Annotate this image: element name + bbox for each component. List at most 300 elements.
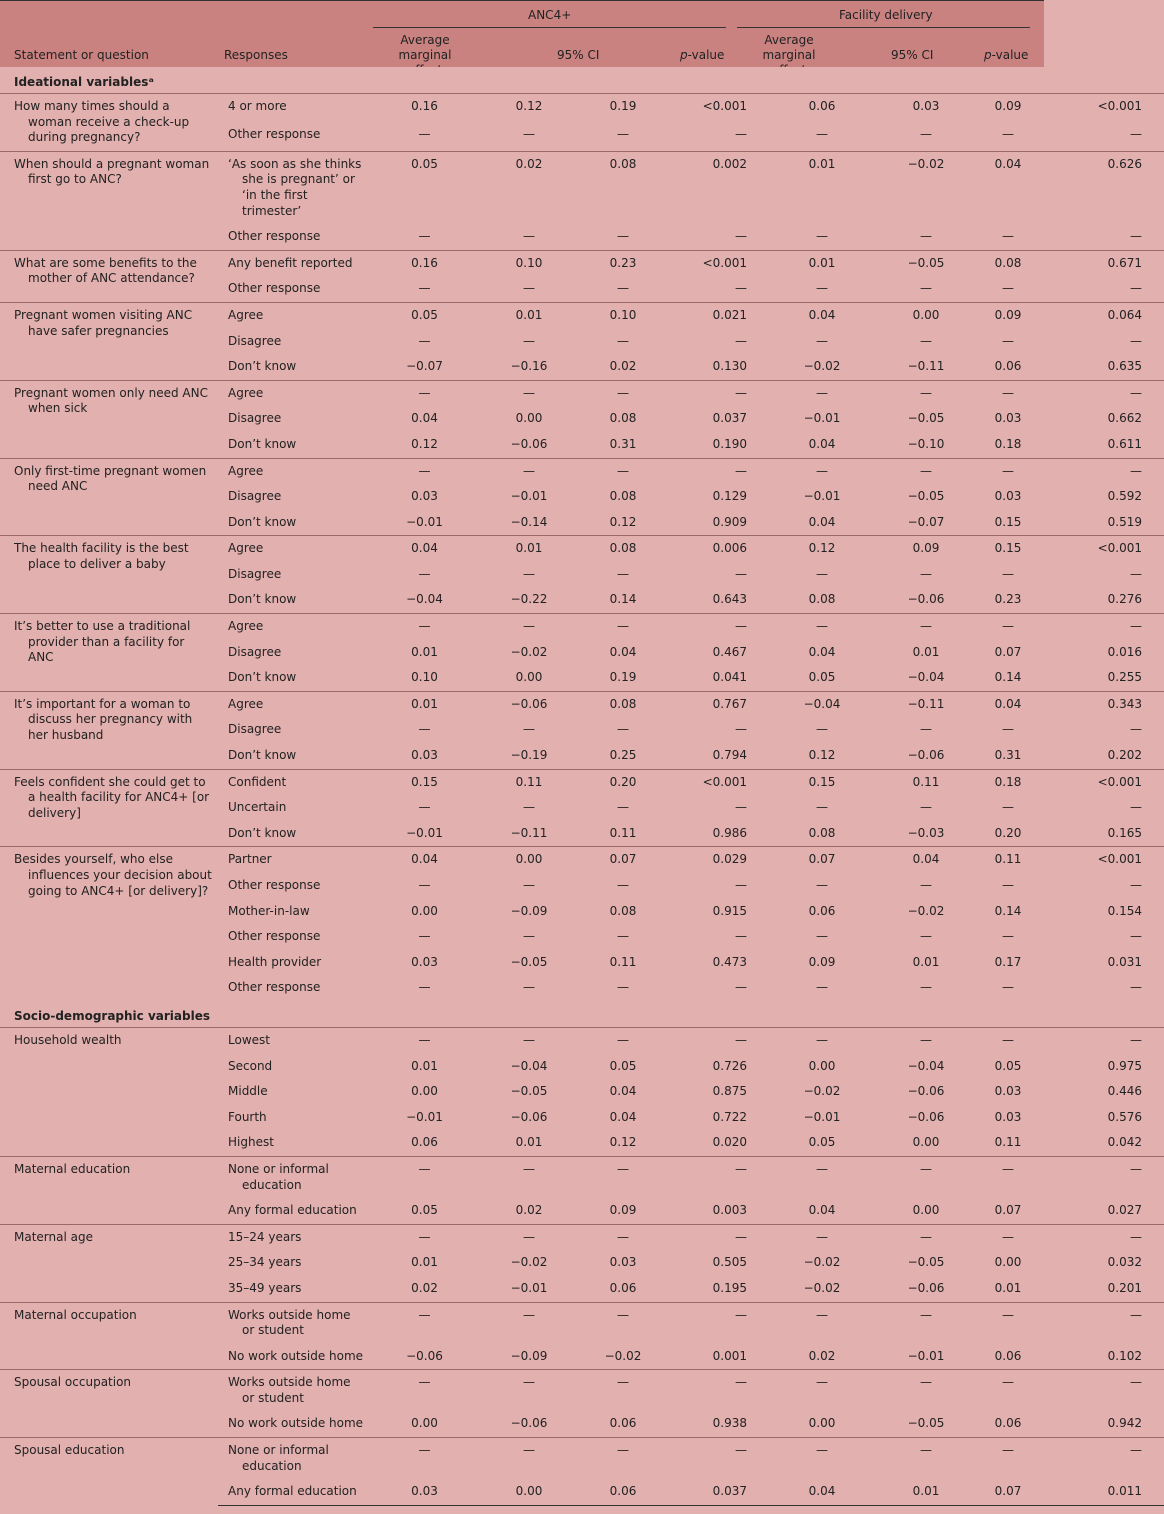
fac-p-value-cell: 0.343 — [1039, 691, 1164, 717]
response-cell — [218, 1438, 368, 1480]
anc-ci-lower-cell: −0.16 — [510, 359, 548, 374]
fac-ci-lower-cell: −0.06 — [907, 592, 945, 607]
fac-ame-cell: — — [816, 980, 828, 995]
fac-p-value-cell: — — [1130, 333, 1142, 348]
table-row — [0, 1438, 1164, 1480]
fac-ci-upper-cell: 0.07 — [994, 1203, 1022, 1218]
response-text: Second — [228, 1058, 273, 1073]
response-cell — [218, 1224, 368, 1250]
table-row — [0, 536, 1164, 562]
anc-ci-lower-cell: −0.19 — [510, 748, 548, 763]
fac-ci-upper-cell: 0.11 — [977, 847, 1039, 873]
anc-ci-upper-cell: — — [577, 1438, 669, 1480]
fac-ame-cell: 0.01 — [769, 151, 875, 224]
table-row — [0, 847, 1164, 873]
anc-ci-upper-cell: 0.04 — [609, 644, 637, 659]
anc-p-value-cell: — — [669, 380, 769, 406]
response-text: Health provider — [228, 954, 322, 969]
anc-ame-cell: — — [368, 1302, 481, 1344]
fac-ci-lower-cell: — — [920, 929, 932, 944]
table-row — [0, 1224, 1164, 1250]
anc-p-value-cell: — — [735, 566, 747, 581]
anc-p-value-cell: — — [735, 333, 747, 348]
response-text: No work outside home — [228, 1416, 364, 1431]
fac-ame-cell: — — [769, 1302, 875, 1344]
fac-ame-cell: 0.09 — [808, 954, 836, 969]
fac-p-value-cell: 0.671 — [1039, 250, 1164, 276]
anc-ci-upper-cell: 0.03 — [609, 1255, 637, 1270]
fac-ci-upper-cell: 0.00 — [994, 1255, 1022, 1270]
fac-ame-cell: 0.00 — [808, 1416, 836, 1431]
anc-ci-lower-cell: — — [523, 333, 535, 348]
anc-ci-lower-cell: — — [481, 1027, 577, 1053]
anc-ame-cell: — — [418, 281, 431, 296]
table-row — [0, 769, 1164, 795]
fac-ci-upper-cell: — — [1002, 878, 1014, 892]
fac-ame-cell: — — [816, 566, 828, 581]
response-text: Agree — [228, 307, 264, 322]
fac-ci-lower-cell: — — [920, 281, 932, 296]
fac-ci-lower-cell: −0.05 — [907, 411, 945, 426]
fac-p-value-cell: 0.942 — [1107, 1416, 1142, 1431]
anc-ci-upper-cell: 0.10 — [577, 302, 669, 328]
anc-ci-lower-cell: −0.06 — [510, 1109, 548, 1124]
response-text: Other response — [228, 127, 321, 142]
statement-cell — [0, 1224, 218, 1302]
anc-ame-cell: 0.16 — [368, 250, 481, 276]
anc-p-value-cell: — — [735, 229, 747, 244]
response-text: Works outside home or student — [228, 1375, 351, 1405]
response-text: Agree — [228, 696, 264, 711]
response-text: Works outside home or student — [228, 1307, 351, 1338]
anc-p-value-cell: 0.001 — [712, 1348, 747, 1363]
statement-cell — [0, 1027, 218, 1156]
response-text: Any formal education — [228, 1203, 357, 1218]
fac-p-value-cell: — — [1130, 229, 1142, 244]
anc-ci-lower-cell: −0.09 — [510, 1348, 548, 1363]
statement-cell — [0, 614, 218, 692]
fac-p-value-cell: 0.031 — [1107, 954, 1142, 969]
statement-cell — [0, 847, 218, 1001]
anc-ci-upper-cell: 0.31 — [609, 436, 637, 451]
anc-p-value-cell: 0.037 — [669, 1479, 769, 1505]
anc-p-value-cell: — — [735, 929, 747, 944]
anc-p-value-cell: 0.129 — [712, 489, 747, 504]
fac-ci-lower-cell: — — [920, 566, 932, 581]
fac-ci-upper-cell: 0.03 — [994, 489, 1022, 504]
response-text: No work outside home — [228, 1348, 364, 1363]
statement-text: Only first-time pregnant women need ANC — [14, 463, 207, 494]
anc-p-value-cell: <0.001 — [669, 769, 769, 795]
anc-ci-lower-cell: — — [523, 722, 535, 737]
anc-ame-cell: — — [418, 980, 431, 995]
fac-ci-lower-cell: −0.02 — [875, 151, 977, 224]
response-text: Don’t know — [228, 436, 297, 451]
statement-text: What are some benefits to the mother of ANC attendance? — [14, 255, 197, 286]
table-body — [0, 67, 1164, 1506]
fac-ame-cell: −0.02 — [803, 359, 841, 374]
fac-ci-upper-cell: 0.18 — [994, 436, 1022, 451]
fac-ci-upper-cell: — — [1002, 980, 1014, 995]
statement-text: It’s better to use a traditional provider than a facility for ANC — [14, 619, 191, 665]
response-text: None or informal education — [228, 1443, 329, 1473]
anc-ci-upper-cell: — — [617, 929, 629, 944]
fac-ci-upper-cell: 0.15 — [994, 514, 1022, 529]
fac-ci-lower-cell: −0.06 — [907, 748, 945, 763]
anc-ci-lower-cell: — — [523, 800, 535, 815]
fac-p-value-cell: 0.032 — [1107, 1255, 1142, 1270]
statement-cell — [0, 458, 218, 536]
anc-group-header: ANC4+ — [528, 8, 572, 22]
fac-ame-cell: — — [769, 380, 875, 406]
statement-cell — [0, 151, 218, 250]
anc-p-value-cell: 0.986 — [712, 825, 747, 840]
anc-p-value-cell: 0.037 — [712, 411, 747, 426]
anc-ame-cell: 0.03 — [411, 748, 438, 763]
fac-ame-cell: — — [816, 722, 828, 737]
anc-ci-lower-cell: −0.06 — [510, 1416, 548, 1431]
fac-ci-lower-cell: −0.10 — [907, 436, 945, 451]
anc-group-rule — [373, 27, 726, 28]
anc-ame-cell: 0.00 — [411, 1416, 438, 1431]
anc-p-value-cell: 0.021 — [669, 302, 769, 328]
anc-ame-cell: 0.15 — [368, 769, 481, 795]
fac-ame-cell: −0.02 — [803, 1255, 841, 1270]
table-row — [0, 302, 1164, 328]
fac-p-value-cell: — — [1039, 1370, 1164, 1412]
fac-ci-upper-cell: 0.01 — [994, 1280, 1022, 1295]
anc-ci-lower-cell: −0.06 — [481, 691, 577, 717]
fac-ame-cell: 0.07 — [769, 847, 875, 873]
fac-ame-cell: −0.02 — [803, 1084, 841, 1099]
fac-ame-cell: 0.04 — [769, 1479, 875, 1505]
fac-ci-upper-cell: — — [1002, 566, 1014, 581]
fac-ame-cell: — — [816, 929, 828, 944]
anc-p-value-cell: — — [735, 127, 747, 142]
fac-ci-lower-cell: −0.11 — [875, 691, 977, 717]
fac-ci-upper-cell: 0.07 — [977, 1479, 1039, 1505]
fac-p-value-cell: 0.519 — [1107, 514, 1142, 529]
fac-p-value-cell: — — [1039, 614, 1164, 640]
fac-ame-cell: 0.04 — [808, 1203, 836, 1218]
anc-ci-upper-cell: — — [617, 566, 629, 581]
statement-cell — [0, 536, 218, 614]
response-cell — [218, 795, 368, 821]
section-title: Socio-demographic variables — [0, 1001, 1164, 1028]
anc-ame-cell: — — [418, 929, 431, 944]
table-row — [0, 458, 1164, 484]
response-text: Other response — [228, 980, 321, 995]
response-cell — [218, 950, 368, 976]
anc-ci-lower-cell: −0.04 — [510, 1058, 548, 1073]
fac-p-value-cell: <0.001 — [1039, 94, 1164, 123]
anc-ci-lower-cell: −0.02 — [510, 644, 548, 659]
fac-ci-upper-cell: — — [977, 1302, 1039, 1344]
fac-ci-upper-cell: 0.08 — [977, 250, 1039, 276]
col-responses-header: Responses — [224, 48, 288, 62]
fac-p-value-cell: 0.446 — [1107, 1084, 1142, 1099]
statement-text: Pregnant women visiting ANC have safer pregnancies — [14, 307, 193, 338]
statement-cell — [0, 302, 218, 380]
fac-ci-upper-cell: — — [1002, 333, 1014, 348]
anc-ci-lower-cell: — — [481, 1370, 577, 1412]
anc-ci-upper-cell: 0.05 — [609, 1058, 637, 1073]
response-text: Agree — [228, 541, 264, 556]
response-cell — [218, 1198, 368, 1224]
fac-p-value-cell: 0.202 — [1107, 748, 1142, 763]
section-header-row — [0, 67, 1164, 94]
statement-text: Household wealth — [14, 1032, 122, 1047]
anc-p-value-cell: 0.467 — [712, 644, 747, 659]
anc-ci-upper-cell: — — [617, 800, 629, 815]
anc-ci-lower-cell: 0.01 — [481, 536, 577, 562]
statement-cell — [0, 1302, 218, 1370]
response-text: Disagree — [228, 489, 282, 504]
fac-ame-cell: 0.08 — [808, 825, 836, 840]
anc-p-value-cell: — — [669, 1224, 769, 1250]
fac-p-value-cell: 0.975 — [1107, 1058, 1142, 1073]
fac-ci-upper-cell: — — [977, 1438, 1039, 1480]
statement-text: Pregnant women only need ANC when sick — [14, 385, 208, 416]
anc-ci-lower-cell: 0.00 — [481, 847, 577, 873]
fac-ci-upper-cell: 0.23 — [994, 592, 1022, 607]
anc-p-value-cell: 0.767 — [669, 691, 769, 717]
anc-ci-upper-cell: — — [617, 333, 629, 348]
anc-ci-upper-cell: 0.04 — [609, 1109, 637, 1124]
fac-ci-upper-cell: — — [977, 1156, 1039, 1198]
statement-cell — [0, 94, 218, 152]
response-text: Agree — [228, 385, 264, 400]
fac-ci-upper-cell: 0.31 — [994, 748, 1022, 763]
fac-p-value-cell: 0.064 — [1039, 302, 1164, 328]
anc-ame-cell: — — [368, 1027, 481, 1053]
response-text: Other response — [228, 929, 321, 944]
response-cell — [218, 329, 368, 355]
fac-ame-cell: — — [816, 229, 828, 244]
anc-ci-lower-cell: −0.05 — [510, 954, 548, 969]
fac-p-value-cell: 0.626 — [1039, 151, 1164, 224]
anc-ci-lower-cell: — — [481, 614, 577, 640]
response-text: Any formal education — [228, 1484, 357, 1499]
anc-ame-cell: 0.01 — [411, 644, 438, 659]
response-cell — [218, 458, 368, 484]
fac-ame-cell: −0.01 — [803, 411, 841, 426]
response-cell — [218, 1411, 368, 1437]
anc-ame-cell: 0.06 — [411, 1135, 438, 1150]
anc-ame-cell: 0.12 — [411, 436, 438, 451]
fac-ci-lower-cell: — — [875, 1438, 977, 1480]
response-cell — [218, 975, 368, 1001]
anc-p-value-cell: — — [735, 281, 747, 296]
fac-p-value-cell: 0.592 — [1107, 489, 1142, 504]
fac-ame-cell: — — [769, 1438, 875, 1480]
anc-p-value-cell: — — [669, 1302, 769, 1344]
statement-text: Spousal occupation — [14, 1375, 132, 1390]
response-cell — [218, 1027, 368, 1053]
anc-ci-upper-cell: 0.08 — [577, 691, 669, 717]
section-title: Ideational variablesᵃ — [0, 67, 1164, 94]
anc-ci-upper-cell: 0.08 — [609, 489, 637, 504]
fac-ame-cell: 0.05 — [808, 670, 836, 685]
response-cell — [218, 587, 368, 613]
fac-ci-lower-cell: −0.03 — [907, 825, 945, 840]
anc-p-value-cell: <0.001 — [669, 94, 769, 123]
anc-ame-cell: −0.01 — [406, 1109, 443, 1124]
fac-ci-lower-cell: — — [920, 229, 932, 244]
anc-ame-cell: 0.05 — [368, 151, 481, 224]
anc-ame-cell: 0.00 — [411, 903, 438, 918]
anc-ame-cell: 0.03 — [411, 954, 438, 969]
fac-ci-upper-cell: — — [977, 380, 1039, 406]
fac-ci-upper-cell: 0.09 — [977, 302, 1039, 328]
anc-p-value-cell: 0.041 — [712, 670, 747, 685]
response-text: Other response — [228, 281, 321, 296]
fac-p-value-cell: — — [1130, 281, 1142, 296]
anc-ame-cell: — — [418, 800, 431, 815]
response-cell — [218, 484, 368, 510]
response-cell — [218, 717, 368, 743]
response-text: 35–49 years — [228, 1280, 302, 1295]
anc-ci-lower-cell: −0.09 — [510, 903, 548, 918]
response-text: Highest — [228, 1135, 274, 1150]
response-cell — [218, 510, 368, 536]
anc-ci-upper-cell: — — [577, 1302, 669, 1344]
anc-p-value-cell: 0.722 — [712, 1109, 747, 1124]
response-text: Agree — [228, 463, 264, 478]
fac-ci-upper-cell: — — [977, 1224, 1039, 1250]
fac-ci-lower-cell: −0.01 — [907, 1348, 945, 1363]
anc-ame-cell: −0.01 — [406, 514, 443, 529]
response-cell — [218, 1250, 368, 1276]
fac-p-value-cell: — — [1130, 722, 1142, 737]
response-cell — [218, 224, 368, 250]
fac-ame-header: Average marginal — [762, 33, 816, 62]
anc-p-value-cell: — — [669, 1438, 769, 1480]
fac-p-value-cell: — — [1039, 1438, 1164, 1480]
fac-ci-lower-cell: — — [875, 1156, 977, 1198]
fac-ame-cell: 0.04 — [769, 302, 875, 328]
statement-text: It’s important for a woman to discuss her pregnancy with her husband — [14, 696, 193, 743]
anc-ci-upper-cell: 0.19 — [577, 94, 669, 123]
anc-ci-lower-cell: 0.01 — [481, 302, 577, 328]
anc-p-value-cell: 0.726 — [712, 1058, 747, 1073]
fac-ame-cell: — — [769, 1370, 875, 1412]
fac-ci-lower-cell: 0.11 — [875, 769, 977, 795]
table-row — [0, 94, 1164, 123]
anc-ci-upper-cell: 0.06 — [609, 1280, 637, 1295]
table-row — [0, 151, 1164, 224]
anc-ci-lower-cell: −0.02 — [510, 1255, 548, 1270]
fac-ame-cell: 0.04 — [808, 644, 836, 659]
response-text: Agree — [228, 619, 264, 634]
facility-group-header: Facility delivery — [839, 8, 933, 22]
anc-ci-upper-cell: — — [617, 980, 629, 995]
anc-ame-cell: −0.01 — [406, 825, 443, 840]
response-text: None or informal education — [228, 1161, 329, 1192]
anc-ame-cell: — — [418, 229, 431, 244]
fac-ci-upper-cell: 0.14 — [994, 903, 1022, 918]
anc-ci-lower-cell: 0.00 — [515, 670, 543, 685]
anc-ame-cell: 0.03 — [368, 1479, 481, 1505]
anc-ame-cell: 0.04 — [411, 411, 438, 426]
anc-p-value-cell: 0.029 — [669, 847, 769, 873]
anc-ci-lower-cell: — — [481, 458, 577, 484]
response-text: Any benefit reported — [228, 255, 353, 270]
response-cell — [218, 1370, 368, 1412]
anc-ci-upper-cell: — — [577, 1027, 669, 1053]
response-text: Lowest — [228, 1032, 270, 1047]
fac-ame-cell: 0.06 — [808, 903, 836, 918]
response-text: Mother-in-law — [228, 903, 310, 918]
anc-ci-upper-cell: 0.12 — [609, 1135, 637, 1150]
anc-ci-lower-cell: 0.12 — [481, 94, 577, 123]
fac-p-value-cell: — — [1130, 566, 1142, 581]
anc-ame-cell: — — [368, 1370, 481, 1412]
anc-ci-upper-cell: 0.08 — [577, 536, 669, 562]
statement-text: When should a pregnant woman first go to ANC? — [14, 156, 210, 187]
anc-ci-lower-cell: 0.10 — [481, 250, 577, 276]
fac-ame-cell: 0.02 — [808, 1348, 836, 1363]
fac-ci-lower-cell: −0.06 — [907, 1084, 945, 1099]
statement-text: Maternal age — [14, 1229, 93, 1244]
anc-ame-cell: — — [418, 878, 431, 892]
fac-p-value-cell: 0.201 — [1107, 1280, 1142, 1295]
response-cell — [218, 743, 368, 769]
fac-ame-cell: — — [816, 878, 828, 892]
anc-ci-upper-cell: 0.08 — [609, 411, 637, 426]
fac-ci-upper-cell: 0.06 — [994, 1416, 1022, 1431]
response-cell — [218, 1344, 368, 1370]
anc-ame-cell: 0.05 — [368, 302, 481, 328]
anc-ci-lower-cell: — — [481, 1302, 577, 1344]
anc-ame-cell: 0.03 — [411, 489, 438, 504]
anc-ci-upper-cell: 0.12 — [609, 514, 637, 529]
response-cell — [218, 1479, 368, 1505]
fac-p-value-cell: — — [1039, 1224, 1164, 1250]
fac-ame-cell: — — [816, 127, 828, 142]
anc-p-value-cell: 0.020 — [712, 1135, 747, 1150]
fac-ci-upper-cell: — — [1002, 127, 1014, 142]
fac-ci-lower-cell: — — [875, 1224, 977, 1250]
response-text: Confident — [228, 774, 287, 789]
anc-ame-cell: — — [368, 458, 481, 484]
response-cell — [218, 250, 368, 276]
anc-ame-cell: 0.10 — [411, 670, 438, 685]
fac-p-value-cell: 0.042 — [1107, 1135, 1142, 1150]
anc-ci-upper-cell: 0.23 — [577, 250, 669, 276]
fac-ci-lower-cell: — — [920, 980, 932, 995]
anc-p-value-cell: <0.001 — [669, 250, 769, 276]
anc-ci-lower-cell: 0.00 — [515, 411, 543, 426]
fac-ci-upper-cell: 0.03 — [994, 1084, 1022, 1099]
fac-p-value-cell: 0.276 — [1107, 592, 1142, 607]
statement-cell — [0, 691, 218, 769]
fac-ci-lower-cell: −0.04 — [907, 670, 945, 685]
anc-ame-cell: — — [418, 722, 431, 737]
fac-ci-upper-cell: 0.03 — [994, 1109, 1022, 1124]
table-row — [0, 250, 1164, 276]
fac-ci-upper-cell: 0.18 — [977, 769, 1039, 795]
fac-ci-upper-cell: 0.20 — [994, 825, 1022, 840]
anc-ci-lower-cell: −0.14 — [510, 514, 548, 529]
fac-ci-lower-cell: 0.01 — [912, 644, 940, 659]
response-text: ‘As soon as she thinks she is pregnant’ or ‘in the first trimester’ — [228, 156, 362, 218]
fac-pvalue-header: p-value — [984, 48, 1029, 62]
fac-ci-lower-cell: — — [875, 1370, 977, 1412]
anc-ci-lower-cell: — — [523, 878, 535, 892]
fac-ame-cell: — — [816, 281, 828, 296]
response-cell — [218, 691, 368, 717]
